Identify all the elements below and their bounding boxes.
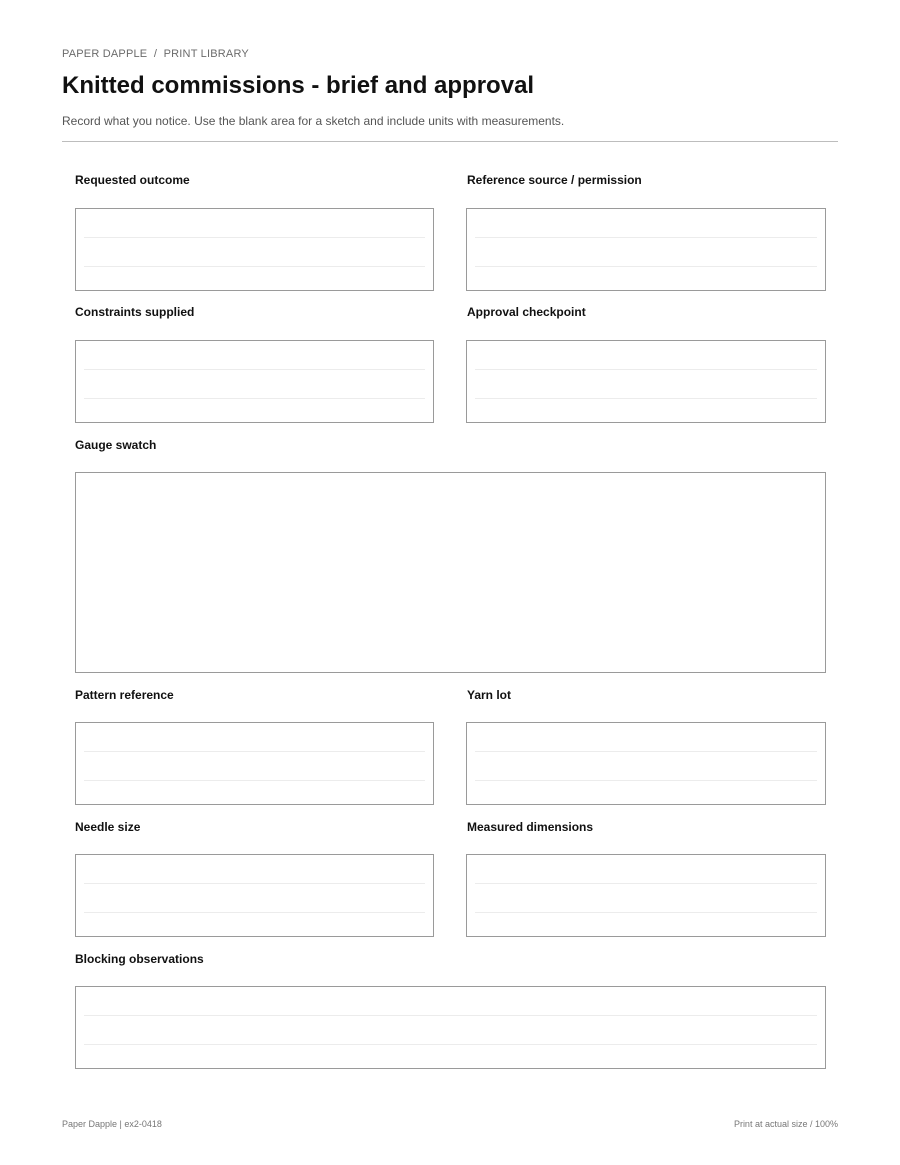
- header-divider: [62, 141, 838, 142]
- footer-document-id: Paper Dapple | ex2-0418: [62, 1119, 162, 1129]
- approval-checkpoint-label: Approval checkpoint: [467, 305, 586, 319]
- writing-line: [475, 780, 817, 781]
- needle-size-field[interactable]: [75, 854, 434, 937]
- writing-line: [475, 912, 817, 913]
- pattern-reference-field[interactable]: [75, 722, 434, 805]
- writing-line: [475, 398, 817, 399]
- reference-source-field[interactable]: [466, 208, 826, 291]
- gauge-swatch-sketch-area[interactable]: [75, 472, 826, 673]
- writing-line: [84, 780, 425, 781]
- writing-line: [84, 751, 425, 752]
- writing-line: [84, 398, 425, 399]
- writing-line: [84, 237, 425, 238]
- writing-line: [84, 883, 425, 884]
- yarn-lot-label: Yarn lot: [467, 688, 512, 702]
- writing-line: [84, 1015, 817, 1016]
- blocking-observations-field[interactable]: [75, 986, 826, 1069]
- reference-source-label: Reference source / permission: [467, 173, 642, 187]
- gauge-swatch-label: Gauge swatch: [75, 438, 157, 452]
- writing-line: [84, 1044, 817, 1045]
- writing-line: [475, 237, 817, 238]
- breadcrumb: PAPER DAPPLE / PRINT LIBRARY: [62, 48, 249, 60]
- measured-dimensions-label: Measured dimensions: [467, 820, 594, 834]
- writing-line: [84, 912, 425, 913]
- writing-line: [84, 369, 425, 370]
- yarn-lot-field[interactable]: [466, 722, 826, 805]
- approval-checkpoint-field[interactable]: [466, 340, 826, 423]
- pattern-reference-label: Pattern reference: [75, 688, 174, 702]
- requested-outcome-label: Requested outcome: [75, 173, 190, 187]
- page-title: Knitted commissions - brief and approval: [62, 72, 535, 99]
- blocking-observations-label: Blocking observations: [75, 952, 204, 966]
- writing-line: [84, 266, 425, 267]
- needle-size-label: Needle size: [75, 820, 141, 834]
- writing-line: [475, 751, 817, 752]
- footer-print-note: Print at actual size / 100%: [733, 1119, 838, 1129]
- writing-line: [475, 883, 817, 884]
- page-subtitle: Record what you notice. Use the blank area for a sketch and include units with measurements.: [62, 114, 565, 128]
- measured-dimensions-field[interactable]: [466, 854, 826, 937]
- constraints-supplied-field[interactable]: [75, 340, 434, 423]
- requested-outcome-field[interactable]: [75, 208, 434, 291]
- writing-line: [475, 369, 817, 370]
- constraints-supplied-label: Constraints supplied: [75, 305, 195, 319]
- writing-line: [475, 266, 817, 267]
